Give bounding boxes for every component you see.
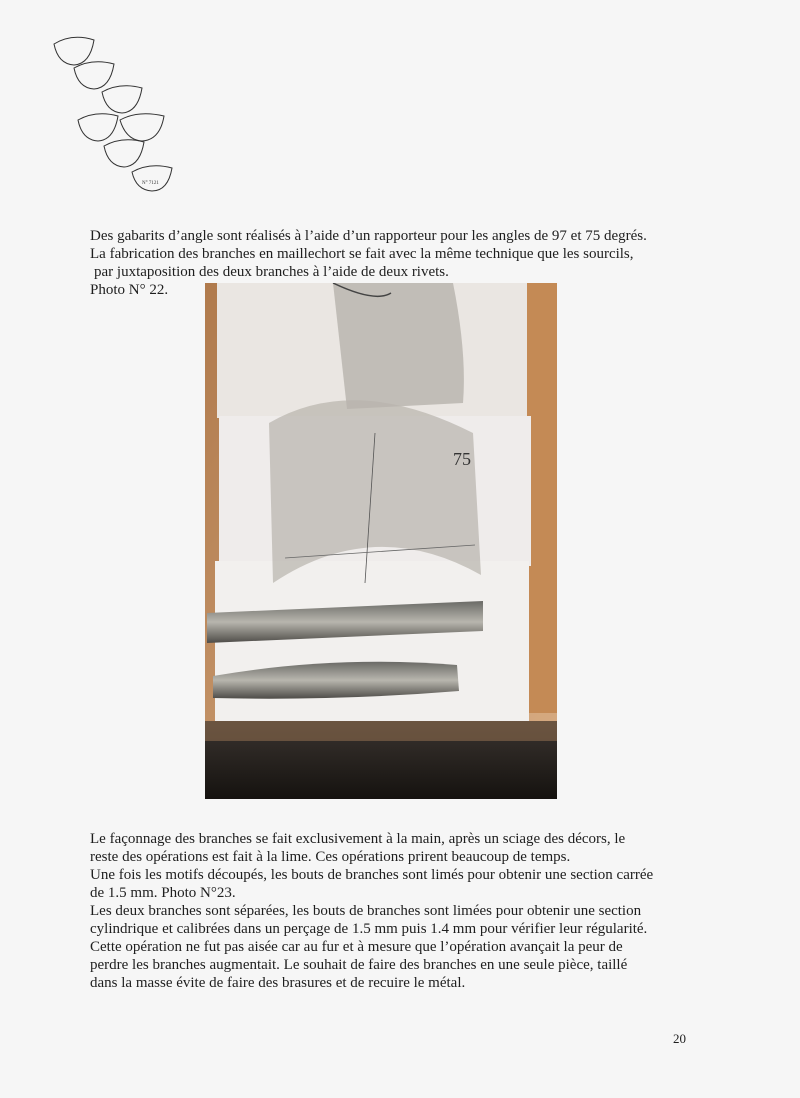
body-line: cylindrique et calibrées dans un perçage de 1.5 mm puis 1.4 mm pour vérifier leur régularité.	[90, 921, 648, 937]
body-line: Cette opération ne fut pas aisée car au fur et à mesure que l’opération avançait la peur de	[90, 939, 623, 955]
lens-outline-1	[54, 37, 94, 65]
lens-outline-3	[102, 86, 142, 113]
photo-illustration	[205, 283, 557, 799]
intro-line: par juxtaposition des deux branches à l’aide de deux rivets.	[94, 264, 449, 280]
template-mark-75: 75	[453, 449, 471, 469]
lens-outline-6	[104, 140, 144, 167]
intro-line: Des gabarits d’angle sont réalisés à l’aide d’un rapporteur pour les angles de 97 et 75 degrés.	[90, 228, 647, 244]
body-line: reste des opérations est fait à la lime. Ces opérations prirent beaucoup de temps.	[90, 849, 571, 865]
body-paragraph	[90, 830, 653, 992]
body-line: Le façonnage des branches se fait exclusivement à la main, après un sciage des décors, le	[90, 831, 626, 847]
body-line: Une fois les motifs découpés, les bouts de branches sont limés pour obtenir une section carrée	[90, 867, 654, 883]
photo-caption: Photo N° 22.	[90, 282, 169, 298]
body-line: perdre les branches augmentait. Le souhait de faire des branches en une seule pièce, taillé	[90, 957, 628, 973]
lens-outline-5	[120, 114, 164, 141]
lens-outline-2	[74, 62, 114, 89]
lens-outline-4	[78, 114, 118, 141]
intro-line: La fabrication des branches en maillechort se fait avec la même technique que les sourcils,	[90, 246, 634, 262]
body-line: Les deux branches sont séparées, les bouts de branches sont limées pour obtenir une section	[90, 903, 642, 919]
logo-stamp-text: N° 7121	[142, 181, 159, 186]
body-line: de 1.5 mm. Photo N°23.	[90, 885, 236, 901]
lens-shapes-logo	[48, 30, 178, 195]
workshop-photo	[205, 283, 557, 799]
lens-outline-7	[132, 166, 172, 191]
page-number: 20	[673, 1031, 686, 1046]
body-line: dans la masse évite de faire des brasures et de recuire le métal.	[90, 975, 466, 991]
